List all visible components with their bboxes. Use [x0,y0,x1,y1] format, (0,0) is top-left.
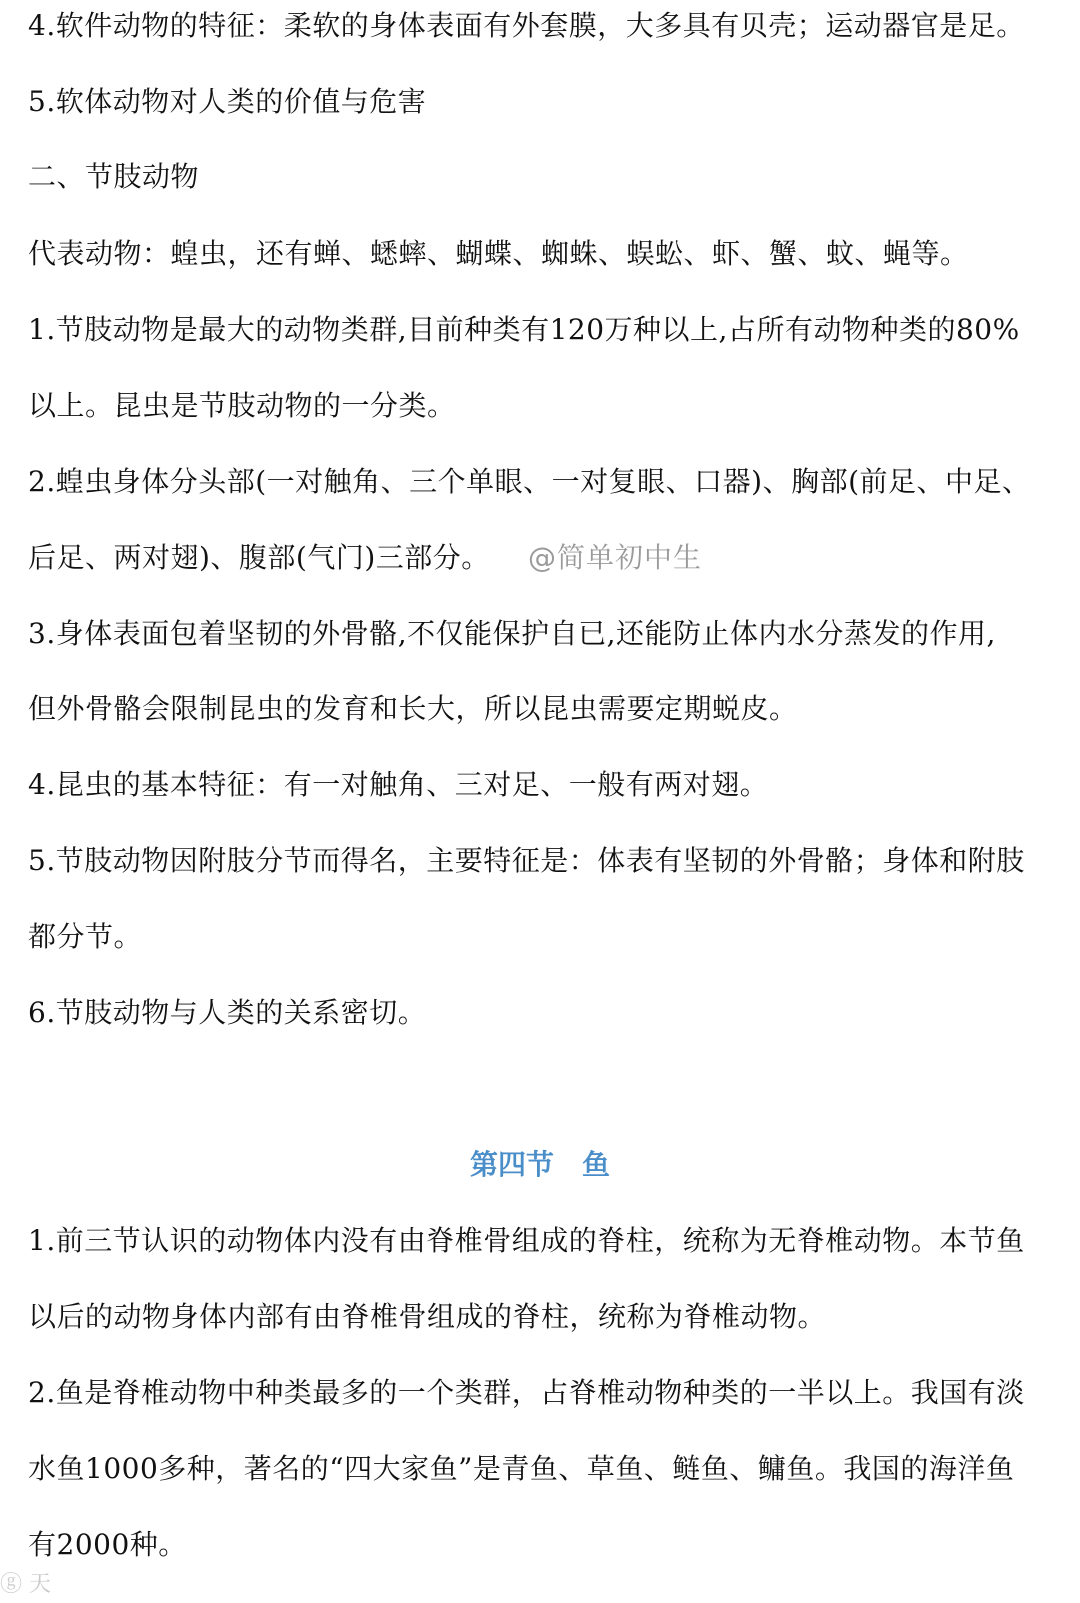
text-line: 代表动物：蝗虫，还有蝉、蟋蟀、蝴蝶、蜘蛛、蜈蚣、虾、蟹、蚊、蝇等。 [28,237,969,270]
text-line: 以后的动物身体内部有由脊椎骨组成的脊柱，统称为脊椎动物。 [28,1300,827,1333]
text-line: 但外骨骼会限制昆虫的发育和长大，所以昆虫需要定期蜕皮。 [28,692,798,725]
text-line: 1.前三节认识的动物体内没有由脊椎骨组成的脊柱，统称为无脊椎动物。本节鱼 [28,1224,1025,1257]
text-line: 2.蝗虫身体分头部(一对触角、三个单眼、一对复眼、口器)、胸部(前足、中足、 [28,465,1031,498]
text-line: 5.节肢动物因附肢分节而得名，主要特征是：体表有坚韧的外骨骼；身体和附肢 [28,844,1025,877]
corner-watermark: ⓖ 天 [0,1572,51,1597]
text-line: 1.节肢动物是最大的动物类群,目前种类有120万种以上,占所有动物种类的80% [28,313,1020,346]
text-line: 6.节肢动物与人类的关系密切。 [28,996,427,1029]
text-line: 水鱼1000多种，著名的“四大家鱼”是青鱼、草鱼、鲢鱼、鳙鱼。我国的海洋鱼 [28,1452,1015,1485]
text-line: 都分节。 [28,920,143,953]
section-title-arthropods: 二、节肢动物 [28,160,200,193]
watermark-text: @简单初中生 [528,541,703,574]
text-line: 有2000种。 [28,1528,187,1561]
text-line: 4.昆虫的基本特征：有一对触角、三对足、一般有两对翅。 [28,768,769,801]
text-line: 后足、两对翅)、腹部(气门)三部分。 [28,541,490,574]
section-heading-fish: 第四节 鱼 [469,1148,610,1181]
text-line: 2.鱼是脊椎动物中种类最多的一个类群，占脊椎动物种类的一半以上。我国有淡 [28,1376,1025,1409]
text-line: 4.软件动物的特征：柔软的身体表面有外套膜，大多具有贝壳；运动器官是足。 [28,9,1025,42]
text-line: 5.软体动物对人类的价值与危害 [28,85,427,118]
text-line: 以上。昆虫是节肢动物的一分类。 [28,389,456,422]
text-line: 3.身体表面包着坚韧的外骨骼,不仅能保护自已,还能防止体内水分蒸发的作用, [28,617,996,650]
